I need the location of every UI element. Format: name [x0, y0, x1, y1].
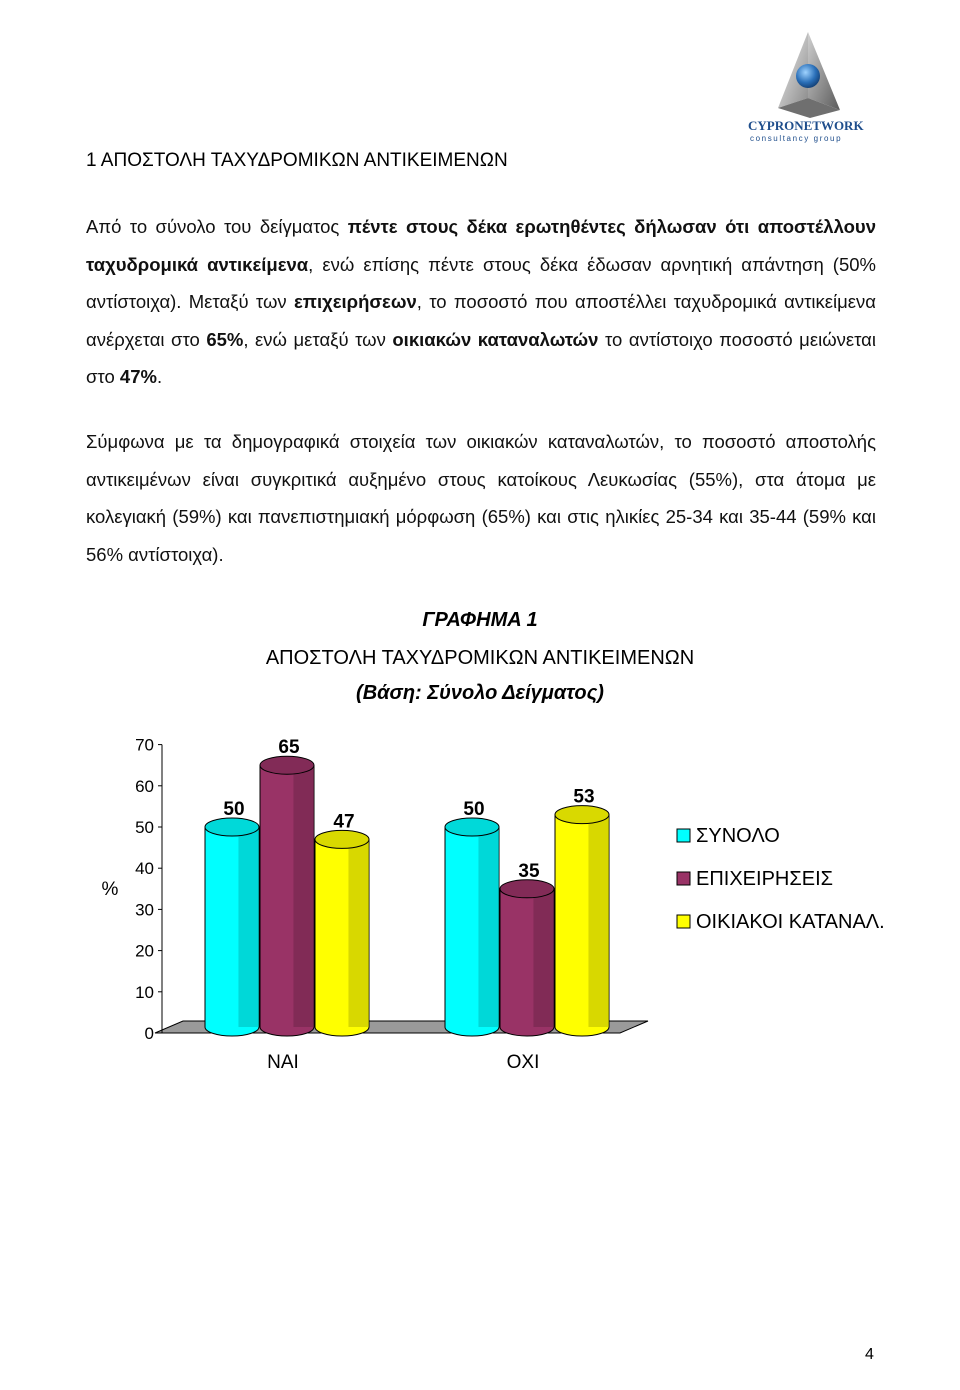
paragraph-1: Από το σύνολο του δείγματος πέντε στους δέκα ερωτηθέντες δήλωσαν ότι αποστέλλουν ταχυδρομικά αντικείμενα, ενώ επίσης πέντε στους δέκα έδωσαν αρνητική απάντηση (50% αντίστοιχα). Μεταξύ των επιχειρήσεων, το ποσοστό που αποστέλλει ταχυδρομικά αντικείμενα ανέρχεται στο 65%, ενώ μεταξύ των οικιακών καταναλωτών το αντίστοιχο ποσοστό μειώνεται στο 47%.	[86, 216, 876, 387]
category-label: ΟΧΙ	[506, 1052, 540, 1070]
bar-shading	[533, 889, 554, 1027]
data-label: 53	[573, 786, 595, 808]
company-logo	[738, 28, 873, 146]
legend-swatch	[677, 872, 690, 885]
y-tick-label: 60	[135, 776, 154, 796]
legend-swatch	[677, 915, 690, 928]
data-label: 35	[518, 860, 540, 882]
y-tick-label: 40	[135, 859, 154, 879]
legend-swatch	[677, 829, 690, 842]
legend-label: ΟΙΚΙΑΚΟΙ ΚΑΤΑΝΑΛ.	[696, 911, 885, 933]
section-heading: 1 ΑΠΟΣΤΟΛΗ ΤΑΧΥΔΡΟΜΙΚΩΝ ΑΝΤΙΚΕΙΜΕΝΩΝ	[86, 150, 508, 171]
y-tick-label: 0	[144, 1024, 154, 1043]
category-label: ΝΑΙ	[267, 1052, 299, 1070]
data-label: 47	[333, 811, 355, 833]
y-tick-label: 20	[135, 941, 154, 961]
y-tick-label: 50	[135, 818, 154, 837]
y-tick-label: 10	[135, 982, 154, 1002]
bar-shading	[588, 815, 609, 1027]
bar-shading	[293, 765, 314, 1027]
svg-text:CYPRONETWORK: CYPRONETWORK	[748, 118, 864, 133]
bar-top	[260, 756, 314, 774]
legend-label: ΣΥΝΟΛΟ	[696, 825, 780, 847]
y-tick-label: 30	[135, 900, 154, 920]
page-number: 4	[865, 1346, 874, 1363]
data-label: 65	[278, 737, 300, 759]
chart-subtitle: ΑΠΟΣΤΟΛΗ ΤΑΧΥΔΡΟΜΙΚΩΝ ΑΝΤΙΚΕΙΜΕΝΩΝ	[265, 647, 695, 669]
y-tick-label: 70	[135, 735, 154, 755]
bar-top	[445, 818, 499, 836]
svg-text:consultancy group: consultancy group	[750, 134, 843, 143]
bar-shading	[238, 827, 259, 1027]
bar-shading	[478, 827, 499, 1027]
bar-chart	[0, 725, 960, 1070]
bar-top	[555, 806, 609, 824]
bar-top	[315, 830, 369, 848]
chart-base-note: (Βάση: Σύνολο Δείγματος)	[356, 682, 604, 704]
data-label: 50	[463, 799, 485, 820]
bar-shading	[348, 839, 369, 1027]
paragraph-2: Σύμφωνα με τα δημογραφικά στοιχεία των οικιακών καταναλωτών, το ποσοστό αποστολής αντικειμένων είναι συγκριτικά αυξημένο στους κατοίκους Λευκωσίας (55%), στα άτομα με κολεγιακή (59%) και πανεπιστημιακή μόρφωση (65%) και στις ηλικίες 25-34 και 35-44 (59% και 56% αντίστοιχα).	[86, 431, 876, 565]
bar-top	[205, 818, 259, 836]
y-axis-label: %	[101, 879, 119, 900]
chart-title: ΓΡΑΦΗΜΑ 1	[422, 609, 538, 631]
data-label: 50	[223, 799, 245, 820]
legend-label: ΕΠΙΧΕΙΡΗΣΕΙΣ	[696, 868, 833, 890]
bar-top	[500, 880, 554, 898]
